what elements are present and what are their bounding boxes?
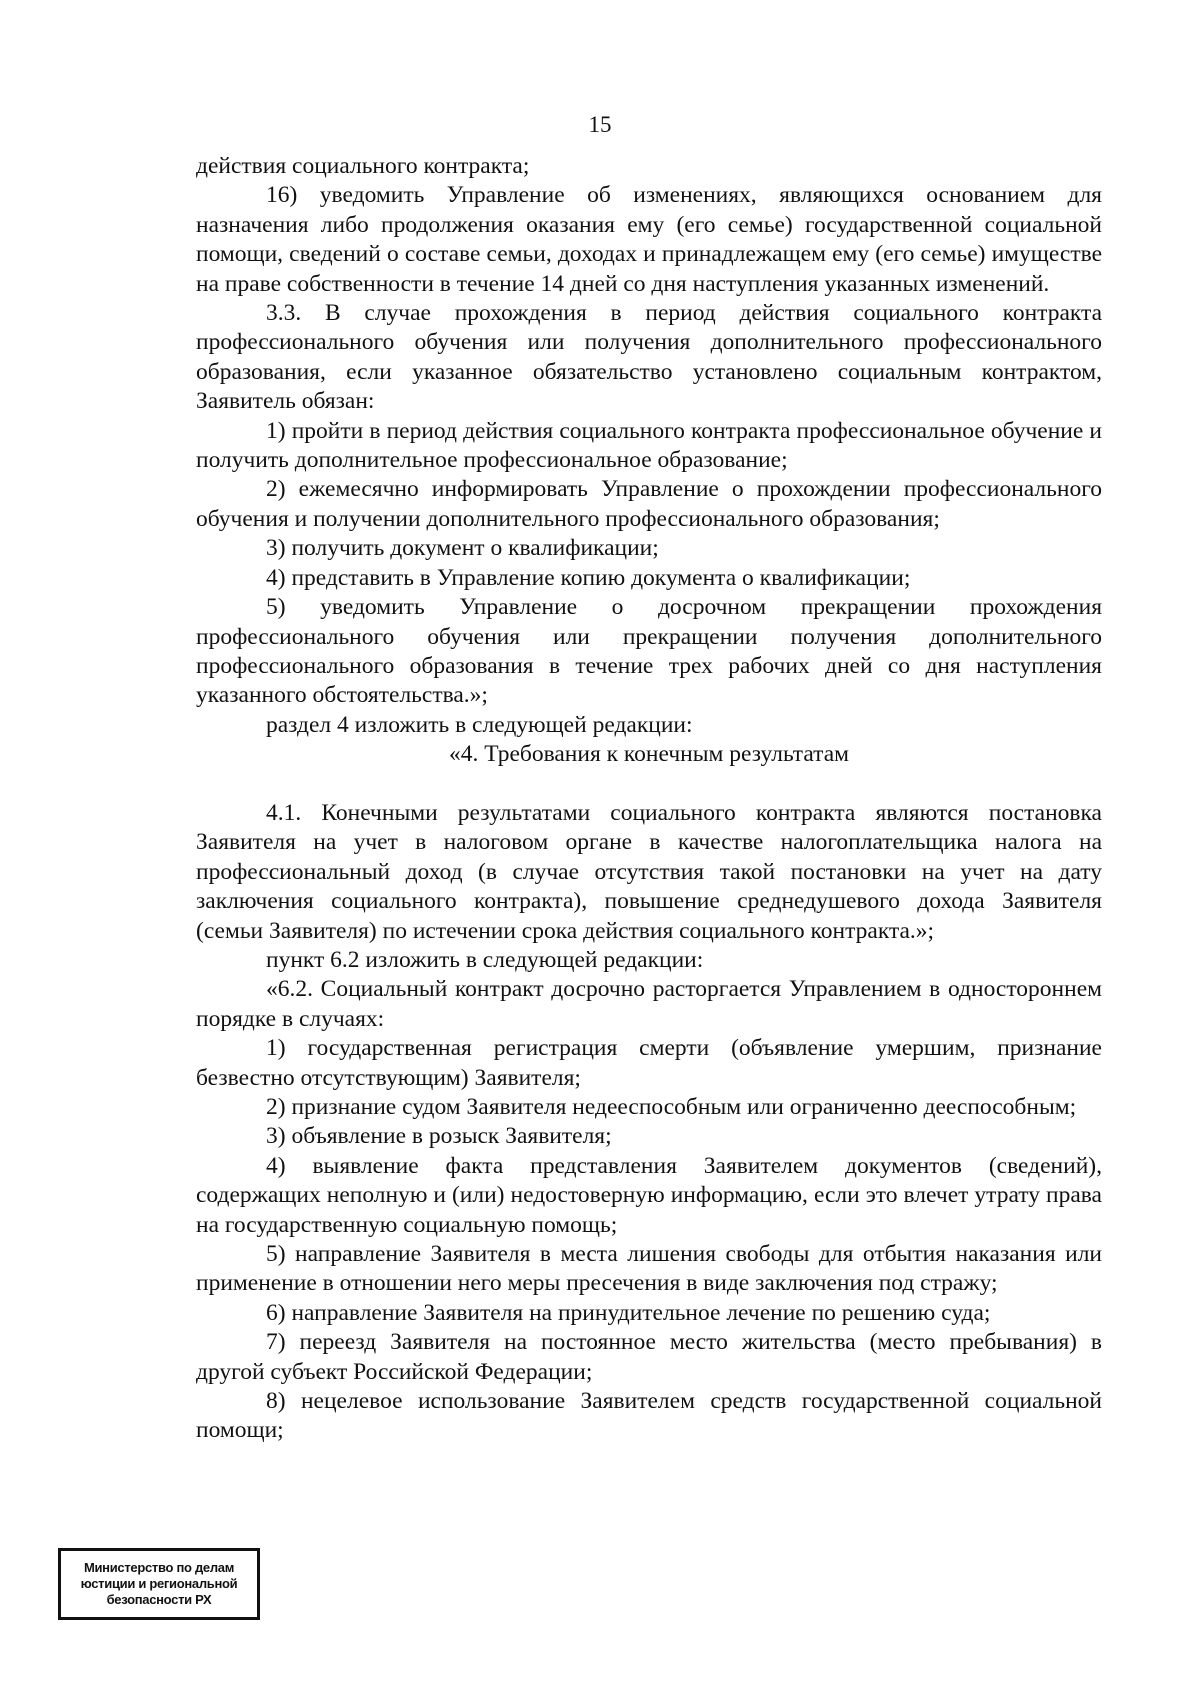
paragraph: 4.1. Конечными результатами социального контракта являются постановка Заявителя на учет в налоговом органе в качестве налогоплательщика налога на профессиональный доход (в случае отсутствия такой постановки на учет на дату заключения социального контракта), повышение среднедушевого дохода Заявителя (семьи Заявителя) по истечении срока действия социального контракта.»; [196, 799, 1102, 944]
paragraph: 2) признание судом Заявителя недееспособным или ограниченно дееспособным; [266, 1093, 1077, 1120]
paragraph: 1) государственная регистрация смерти (объявление умершим, признание безвестно отсутствующим) Заявителя; [196, 1035, 1102, 1091]
paragraph: действия социального контракта; [196, 153, 530, 179]
page-number: 15 [588, 112, 612, 137]
ministry-stamp [58, 1548, 260, 1620]
stamp-line: безопасности РХ [106, 1592, 212, 1607]
paragraph: 6) направление Заявителя на принудительное лечение по решению суда; [266, 1299, 991, 1326]
paragraph: 3) объявление в розыск Заявителя; [266, 1123, 612, 1150]
paragraph: 3.3. В случае прохождения в период действия социального контракта профессионального обучения или получения дополнительного профессионального образования, если указанное обязательство установлено социальным контрактом, Заявитель обязан: [196, 300, 1102, 415]
document-body [196, 152, 1102, 1446]
paragraph: 1) пройти в период действия социального контракта профессиональное обучение и получить дополнительное профессиональное образование; [196, 417, 1102, 474]
paragraph: 5) уведомить Управление о досрочном прекращении прохождения профессионального обучения или прекращении получения дополнительного профессионального образования в течение трех рабочих дней со дня наступления указанного обстоятельства.»; [196, 594, 1102, 709]
paragraph: 8) нецелевое использование Заявителем средств государственной социальной помощи; [196, 1388, 1102, 1444]
paragraph: «6.2. Социальный контракт досрочно расторгается Управлением в одностороннем порядке в случаях: [196, 976, 1102, 1032]
section-heading: «4. Требования к конечным результатам [448, 741, 850, 768]
paragraph: 16) уведомить Управление об изменениях, являющихся основанием для назначения либо продолжения оказания ему (его семье) государственной социальной помощи, сведений о составе семьи, доходах и принадлежащем ему (его семье) имуществе на праве собственности в течение 14 дней со дня наступления указанных изменений. [196, 182, 1102, 297]
paragraph: 5) направление Заявителя в места лишения свободы для отбытия наказания или применение в отношении него меры пресечения в виде заключения под стражу; [196, 1241, 1102, 1297]
stamp-line: Министерство по делам [83, 1560, 235, 1575]
paragraph: 4) выявление факта представления Заявителем документов (сведений), содержащих неполную и (или) недостоверную информацию, если это влечет утрату права на государственную социальную помощь; [196, 1152, 1102, 1238]
paragraph: 2) ежемесячно информировать Управление о прохождении профессионального обучения и получении дополнительного профессионального образования; [196, 476, 1102, 532]
paragraph: 4) представить в Управление копию документа о квалификации; [266, 564, 911, 591]
stamp-line: юстиции и региональной [80, 1576, 238, 1591]
paragraph: раздел 4 изложить в следующей редакции: [266, 711, 693, 738]
paragraph: 3) получить документ о квалификации; [266, 535, 659, 562]
paragraph: пункт 6.2 изложить в следующей редакции: [266, 946, 704, 973]
paragraph: 7) переезд Заявителя на постоянное место жительства (место пребывания) в другой субъект Российской Федерации; [196, 1329, 1102, 1385]
